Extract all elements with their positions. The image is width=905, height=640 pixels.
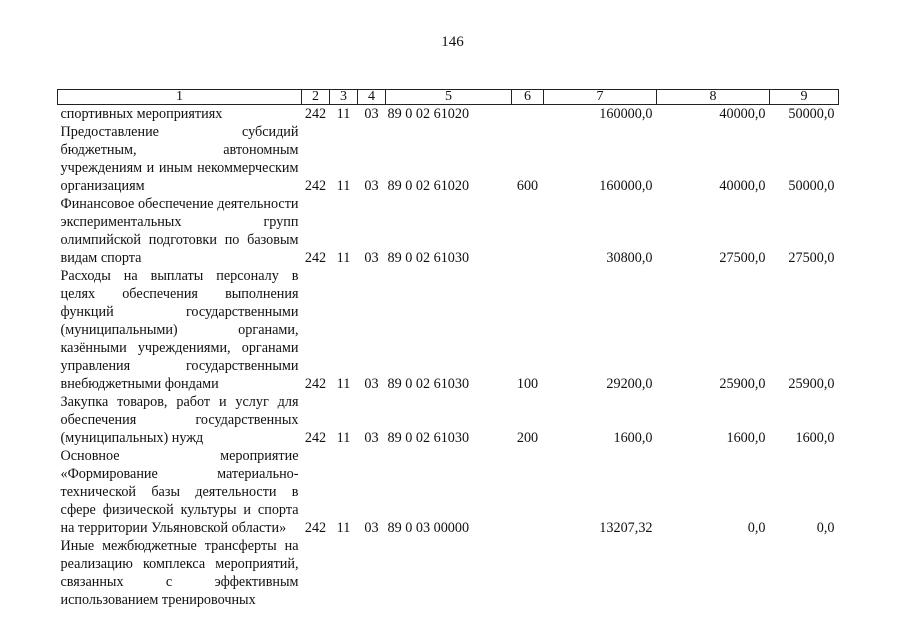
cell-col9: 27500,0 xyxy=(788,250,835,266)
cell-col8: 0,0 xyxy=(747,520,766,536)
cell-col4: 03 xyxy=(364,178,379,194)
row-description: Иные межбюджетные трансферты на реализацию комплекса мероприятий, связанных с эффективным использованием тренировочных xyxy=(60,538,299,608)
cell-col8: 1600,0 xyxy=(726,430,766,446)
header-row xyxy=(58,90,839,105)
cell-col2: 242 xyxy=(304,520,327,536)
cell-col4: 03 xyxy=(364,430,379,446)
page-number: 146 xyxy=(441,34,464,50)
cell-col9: 0,0 xyxy=(816,520,835,536)
cell-col9: 50000,0 xyxy=(788,178,835,194)
header-cell-8: 8 xyxy=(657,90,770,105)
cell-col2: 242 xyxy=(304,178,327,194)
table-row xyxy=(58,267,839,393)
header-cell-5: 5 xyxy=(386,90,512,105)
cell-col5: 89 0 03 00000 xyxy=(387,520,470,536)
cell-col6 xyxy=(512,537,544,609)
table-row xyxy=(58,537,839,609)
cell-col2: 242 xyxy=(304,106,327,122)
cell-col3: 11 xyxy=(336,430,351,446)
cell-col6 xyxy=(512,105,544,124)
header-cell-4: 4 xyxy=(358,90,386,105)
cell-col3: 11 xyxy=(336,376,351,392)
table-row xyxy=(58,393,839,447)
cell-col4: 03 xyxy=(364,520,379,536)
cell-col3: 11 xyxy=(336,520,351,536)
cell-col6: 100 xyxy=(516,376,539,392)
cell-col8: 27500,0 xyxy=(719,250,766,266)
table-row xyxy=(58,123,839,195)
header-cell-1: 1 xyxy=(58,90,302,105)
cell-col8: 40000,0 xyxy=(719,106,766,122)
cell-col8 xyxy=(657,537,770,609)
table-row xyxy=(58,105,839,124)
row-description: Предоставление субсидий бюджетным, автономным учреждениям и иным некоммерческим организациям xyxy=(60,124,299,194)
cell-col2 xyxy=(302,537,330,609)
cell-col4: 03 xyxy=(364,106,379,122)
row-description: Закупка товаров, работ и услуг для обеспечения государственных (муниципальных) нужд xyxy=(60,394,299,446)
cell-col4: 03 xyxy=(364,376,379,392)
cell-col6 xyxy=(512,195,544,267)
cell-col6: 200 xyxy=(516,430,539,446)
cell-col7 xyxy=(544,537,657,609)
row-description: Финансовое обеспечение деятельности экспериментальных групп олимпийской подготовки по базовым видам спорта xyxy=(60,196,299,266)
cell-col7: 29200,0 xyxy=(606,376,653,392)
cell-col5: 89 0 02 61030 xyxy=(387,250,470,266)
cell-col3: 11 xyxy=(336,250,351,266)
cell-col7: 13207,32 xyxy=(599,520,653,536)
cell-col4: 03 xyxy=(364,250,379,266)
cell-col5: 89 0 02 61020 xyxy=(387,106,470,122)
cell-col5: 89 0 02 61020 xyxy=(387,178,470,194)
cell-col6 xyxy=(512,447,544,537)
cell-col3: 11 xyxy=(336,106,351,122)
row-description: спортивных мероприятиях xyxy=(60,106,223,122)
cell-col7: 160000,0 xyxy=(599,178,653,194)
cell-col4 xyxy=(358,537,386,609)
budget-table xyxy=(57,89,839,609)
cell-col3 xyxy=(330,537,358,609)
cell-col9: 25900,0 xyxy=(788,376,835,392)
cell-col8: 40000,0 xyxy=(719,178,766,194)
cell-col7: 30800,0 xyxy=(606,250,653,266)
cell-col9: 1600,0 xyxy=(795,430,835,446)
table-row xyxy=(58,447,839,537)
cell-col8: 25900,0 xyxy=(719,376,766,392)
table-row xyxy=(58,195,839,267)
header-cell-6: 6 xyxy=(512,90,544,105)
cell-col7: 1600,0 xyxy=(613,430,653,446)
header-cell-9: 9 xyxy=(770,90,839,105)
cell-col9: 50000,0 xyxy=(788,106,835,122)
header-cell-2: 2 xyxy=(302,90,330,105)
cell-col2: 242 xyxy=(304,376,327,392)
cell-col9 xyxy=(770,537,839,609)
cell-col5 xyxy=(386,537,512,609)
cell-col5: 89 0 02 61030 xyxy=(387,430,470,446)
cell-col7: 160000,0 xyxy=(599,106,653,122)
row-description: Расходы на выплаты персоналу в целях обеспечения выполнения функций государственными (муниципальными) органами, казёнными учреждениями, органами управления государственными внебюджетными фондами xyxy=(60,268,299,392)
cell-col3: 11 xyxy=(336,178,351,194)
header-cell-7: 7 xyxy=(544,90,657,105)
cell-col5: 89 0 02 61030 xyxy=(387,376,470,392)
cell-col6: 600 xyxy=(516,178,539,194)
header-cell-3: 3 xyxy=(330,90,358,105)
row-description: Основное мероприятие «Формирование материально-технической базы деятельности в сфере физической культуры и спорта на территории Ульяновской области» xyxy=(60,448,299,536)
cell-col2: 242 xyxy=(304,250,327,266)
cell-col2: 242 xyxy=(304,430,327,446)
